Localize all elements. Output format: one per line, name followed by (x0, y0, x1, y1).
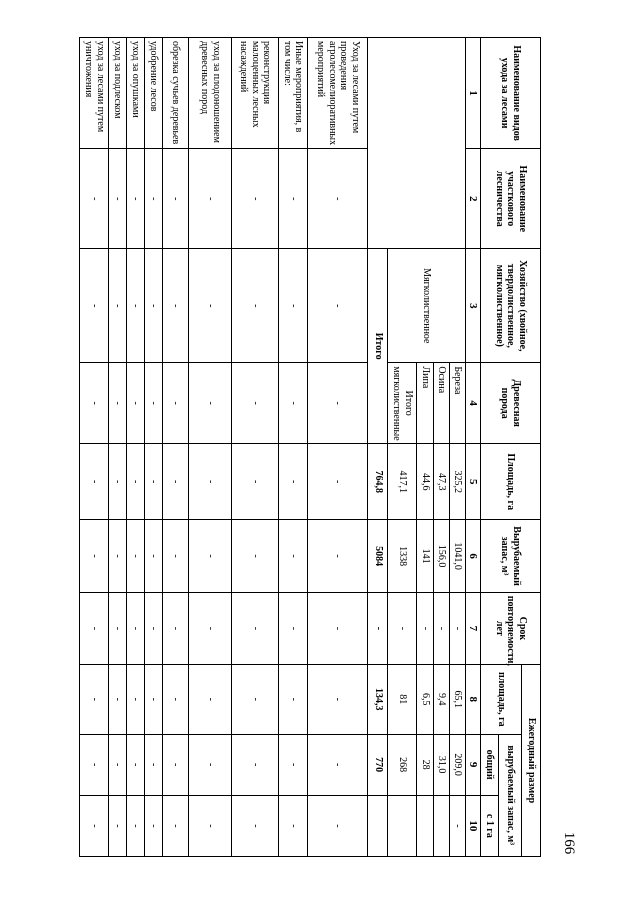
dash-cell: - (80, 443, 109, 519)
dash-cell: - (189, 443, 231, 519)
annual-area-cell: 65,1 (449, 665, 465, 735)
dash-cell: - (307, 443, 367, 519)
period-cell: - (433, 592, 449, 664)
dash-cell: - (231, 734, 278, 795)
dash-cell: - (144, 363, 162, 444)
header-volume: Вырубаемый запас, м³ (481, 520, 541, 592)
annual-per-ha-cell: - (449, 795, 465, 856)
other-row (126, 38, 144, 857)
dash-cell: - (278, 592, 307, 664)
dash-cell: - (189, 520, 231, 592)
dash-cell: - (144, 592, 162, 664)
header-care-type: Наименование видов ухода за лесами (481, 38, 541, 149)
page-number: 166 (561, 831, 577, 855)
other-row-label: Иные мероприятия, в том числе: (278, 38, 307, 149)
dash-cell: - (231, 249, 278, 363)
forest-care-table (79, 37, 541, 857)
subtotal-annual-total: 268 (388, 734, 417, 795)
dash-cell: - (144, 249, 162, 363)
dash-cell: - (231, 363, 278, 444)
dash-cell: - (189, 592, 231, 664)
dash-cell: - (144, 520, 162, 592)
economy-cell: Мягколиственное (388, 249, 466, 363)
other-row-label: уход за плодоношением древесных пород (189, 38, 231, 149)
dash-cell: - (109, 734, 127, 795)
dash-cell: - (307, 520, 367, 592)
other-row (162, 38, 189, 857)
header-repeat-period: Срок повторяемости, лет (481, 592, 541, 664)
subtotal-annual-per-ha (388, 795, 417, 856)
col-number: 8 (466, 665, 481, 735)
dash-cell: - (80, 149, 109, 249)
other-row (80, 38, 109, 857)
subtotal-area: 417,1 (388, 443, 417, 519)
col-number: 7 (466, 592, 481, 664)
dash-cell: - (231, 665, 278, 735)
dash-cell: - (278, 520, 307, 592)
dash-cell: - (109, 363, 127, 444)
dash-cell: - (109, 149, 127, 249)
other-row (231, 38, 278, 857)
dash-cell: - (80, 665, 109, 735)
dash-cell: - (109, 592, 127, 664)
dash-cell: - (144, 734, 162, 795)
other-row (307, 38, 367, 857)
dash-cell: - (80, 249, 109, 363)
dash-cell: - (80, 592, 109, 664)
dash-cell: - (126, 363, 144, 444)
col-number: 10 (466, 795, 481, 856)
volume-cell: 156,0 (433, 520, 449, 592)
dash-cell: - (189, 795, 231, 856)
dash-cell: - (109, 249, 127, 363)
dash-cell: - (126, 443, 144, 519)
subtotal-period: - (388, 592, 417, 664)
dash-cell: - (307, 795, 367, 856)
dash-cell: - (189, 363, 231, 444)
total-annual-total: 770 (368, 734, 388, 795)
dash-cell: - (189, 665, 231, 735)
other-row-label: удобрение лесов (144, 38, 162, 149)
area-cell: 47,3 (433, 443, 449, 519)
dash-cell: - (162, 149, 189, 249)
period-cell: - (417, 592, 433, 664)
total-volume: 5084 (368, 520, 388, 592)
annual-area-cell: 6,5 (417, 665, 433, 735)
header-species: Древесная порода (481, 363, 541, 444)
dash-cell: - (189, 149, 231, 249)
other-row-label: обрезка сучьев деревьев (162, 38, 189, 149)
dash-cell: - (144, 443, 162, 519)
dash-cell: - (278, 665, 307, 735)
dash-cell: - (109, 443, 127, 519)
dash-cell: - (126, 734, 144, 795)
header-annual-area: площадь, га (481, 665, 522, 735)
other-row-label: уход за подлеском (109, 38, 127, 149)
dash-cell: - (162, 249, 189, 363)
area-cell: 325,2 (449, 443, 465, 519)
dash-cell: - (109, 520, 127, 592)
dash-cell: - (307, 363, 367, 444)
volume-cell: 141 (417, 520, 433, 592)
other-row (109, 38, 127, 857)
annual-total-cell: 28 (417, 734, 433, 795)
dash-cell: - (162, 665, 189, 735)
dash-cell: - (231, 149, 278, 249)
dash-cell: - (162, 520, 189, 592)
subtotal-label: Итого мягколиственные (388, 363, 417, 444)
dash-cell: - (162, 795, 189, 856)
dash-cell: - (189, 249, 231, 363)
dash-cell: - (80, 363, 109, 444)
dash-cell: - (162, 443, 189, 519)
dash-cell: - (162, 592, 189, 664)
subtotal-annual-area: 81 (388, 665, 417, 735)
species-cell: Береза (449, 363, 465, 444)
volume-cell: 1041,0 (449, 520, 465, 592)
dash-cell: - (307, 249, 367, 363)
col-number: 2 (466, 149, 481, 249)
header-annual-total: общий (481, 734, 499, 795)
header-annual: Ежегодный размер (522, 665, 541, 857)
rotated-table-wrapper (79, 37, 541, 857)
empty-cell (368, 38, 466, 249)
annual-area-cell: 9,4 (433, 665, 449, 735)
annual-total-cell: 209,0 (449, 734, 465, 795)
header-forestry: Наименование участкового лесничества (481, 149, 541, 249)
dash-cell: - (307, 665, 367, 735)
header-annual-volume: вырубаемый запас, м³ (499, 734, 522, 856)
annual-total-cell: 31,0 (433, 734, 449, 795)
other-row-label: уход за опушками (126, 38, 144, 149)
col-number: 1 (466, 38, 481, 149)
dash-cell: - (278, 249, 307, 363)
other-rows (80, 38, 368, 857)
col-number: 4 (466, 363, 481, 444)
col-number: 6 (466, 520, 481, 592)
other-row-label: реконструкция малоценных лесных насаждений (231, 38, 278, 149)
dash-cell: - (126, 149, 144, 249)
dash-cell: - (109, 665, 127, 735)
dash-cell: - (307, 149, 367, 249)
annual-per-ha-cell (433, 795, 449, 856)
period-cell: - (449, 592, 465, 664)
dash-cell: - (278, 363, 307, 444)
dash-cell: - (307, 734, 367, 795)
area-cell: 44,6 (417, 443, 433, 519)
total-annual-area: 134,3 (368, 665, 388, 735)
other-row (144, 38, 162, 857)
dash-cell: - (126, 592, 144, 664)
col-number: 9 (466, 734, 481, 795)
header-area: Площадь, га (481, 443, 541, 519)
other-row-label: уход за лесами путем уничтожения (80, 38, 109, 149)
dash-cell: - (144, 795, 162, 856)
total-annual-per-ha (368, 795, 388, 856)
dash-cell: - (231, 520, 278, 592)
other-row (278, 38, 307, 857)
col-number: 5 (466, 443, 481, 519)
dash-cell: - (126, 665, 144, 735)
dash-cell: - (109, 795, 127, 856)
other-row (189, 38, 231, 857)
species-cell: Липа (417, 363, 433, 444)
dash-cell: - (126, 795, 144, 856)
dash-cell: - (144, 149, 162, 249)
dash-cell: - (189, 734, 231, 795)
subtotal-volume: 1338 (388, 520, 417, 592)
dash-cell: - (162, 734, 189, 795)
dash-cell: - (80, 734, 109, 795)
dash-cell: - (80, 520, 109, 592)
dash-cell: - (278, 149, 307, 249)
species-cell: Осина (433, 363, 449, 444)
total-period: - (368, 592, 388, 664)
dash-cell: - (307, 592, 367, 664)
annual-per-ha-cell (417, 795, 433, 856)
header-economy: Хозяйство (хвойное, твердолиственное, мягколиственное) (481, 249, 541, 363)
dash-cell: - (278, 795, 307, 856)
dash-cell: - (231, 592, 278, 664)
dash-cell: - (231, 795, 278, 856)
dash-cell: - (126, 520, 144, 592)
total-label: Итого (368, 249, 388, 444)
dash-cell: - (278, 443, 307, 519)
dash-cell: - (144, 665, 162, 735)
col-number: 3 (466, 249, 481, 363)
other-row-label: Уход за лесами путем проведения агролесомелиоративных мероприятий (307, 38, 367, 149)
dash-cell: - (80, 795, 109, 856)
header-annual-per-ha: с 1 га (481, 795, 499, 856)
dash-cell: - (231, 443, 278, 519)
dash-cell: - (278, 734, 307, 795)
dash-cell: - (162, 363, 189, 444)
total-area: 764,8 (368, 443, 388, 519)
dash-cell: - (126, 249, 144, 363)
